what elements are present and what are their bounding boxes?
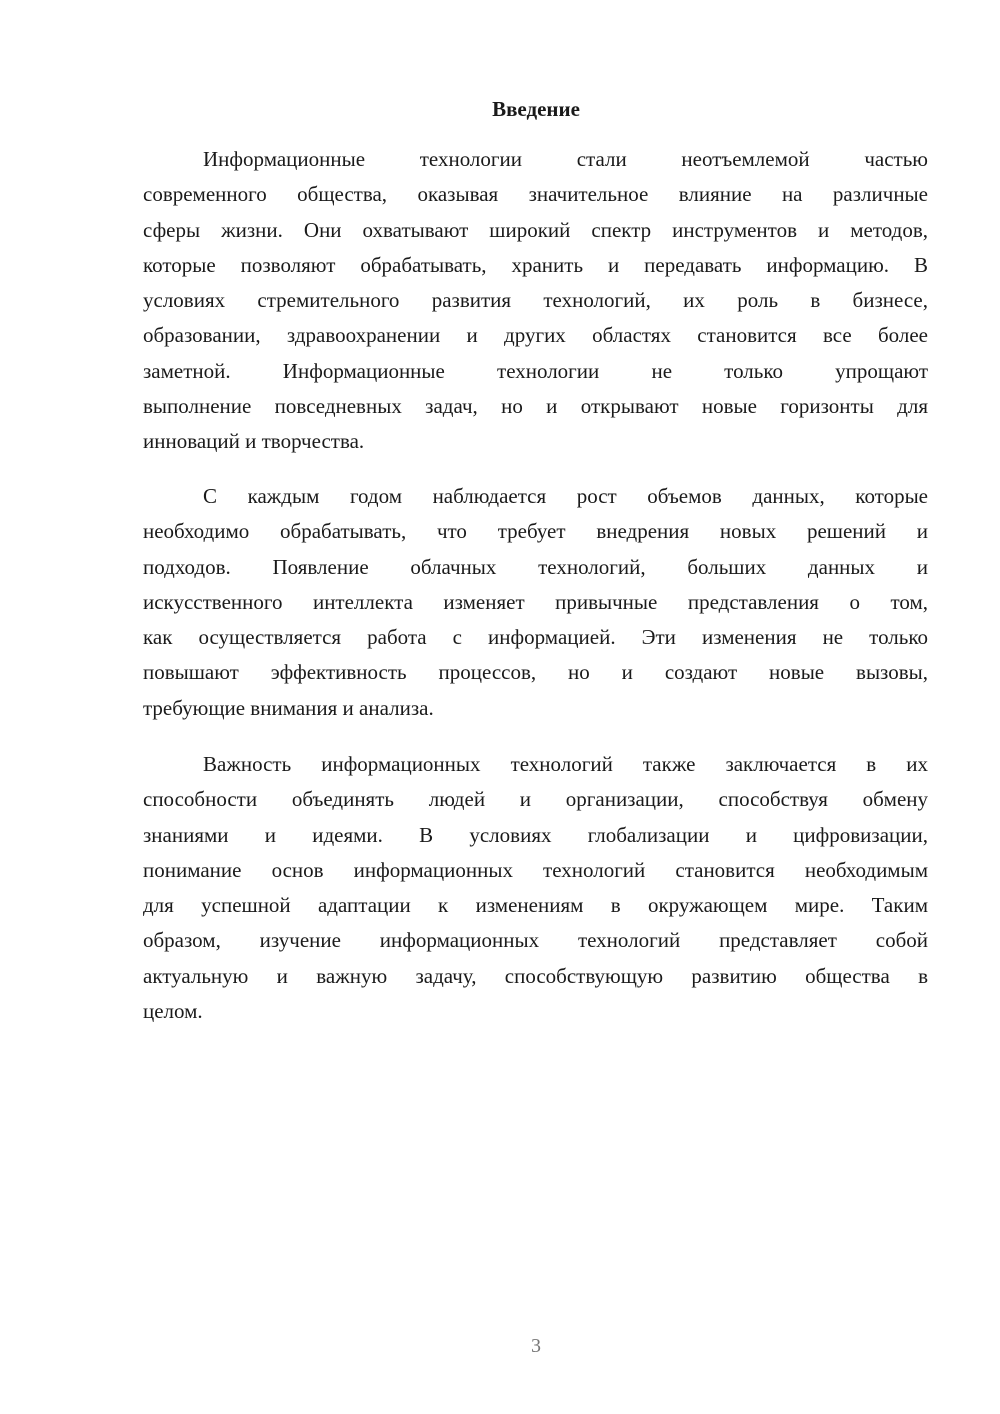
text-line: Важность информационных технологий также заключается в их xyxy=(203,752,928,776)
text-line: актуальную и важную задачу, способствующую развитию общества в xyxy=(143,963,928,988)
text-line: искусственного интеллекта изменяет привычные представления о том, xyxy=(143,589,928,614)
text-line: для успешной адаптации к изменениям в окружающем мире. Таким xyxy=(143,893,928,918)
paragraph-3 xyxy=(143,747,928,1029)
text-line: повышают эффективность процессов, но и создают новые вызовы, xyxy=(143,660,928,685)
text-line: современного общества, оказывая значительное влияние на различные xyxy=(143,182,928,207)
text-line: понимание основ информационных технологий становится необходимым xyxy=(143,857,928,882)
text-line: требующие внимания и анализа. xyxy=(143,695,434,720)
paragraph-1 xyxy=(143,142,928,460)
text-line: Информационные технологии стали неотъемлемой частью xyxy=(203,147,928,171)
section-title: Введение xyxy=(492,97,580,121)
text-line: выполнение повседневных задач, но и открывают новые горизонты для xyxy=(143,394,928,419)
text-line: условиях стремительного развития технологий, их роль в бизнесе, xyxy=(143,288,928,313)
text-line: которые позволяют обрабатывать, хранить и передавать информацию. В xyxy=(143,252,928,277)
text-line: необходимо обрабатывать, что требует внедрения новых решений и xyxy=(143,519,928,544)
text-line: как осуществляется работа с информацией. Эти изменения не только xyxy=(143,625,928,650)
text-line: целом. xyxy=(143,999,203,1024)
paragraph-2 xyxy=(143,479,928,726)
text-line: знаниями и идеями. В условиях глобализации и цифровизации, xyxy=(143,822,928,847)
text-line: заметной. Информационные технологии не только упрощают xyxy=(143,358,928,383)
page-number: 3 xyxy=(531,1335,541,1357)
text-line: образом, изучение информационных технологий представляет собой xyxy=(143,928,928,953)
text-line: инноваций и творчества. xyxy=(143,429,365,454)
text-line: подходов. Появление облачных технологий, больших данных и xyxy=(143,554,928,579)
text-line: сферы жизни. Они охватывают широкий спектр инструментов и методов, xyxy=(143,217,928,242)
text-line: способности объединять людей и организации, способствуя обмену xyxy=(143,787,928,812)
text-line: образовании, здравоохранении и других областях становится все более xyxy=(143,323,928,348)
text-line: С каждым годом наблюдается рост объемов данных, которые xyxy=(203,484,928,508)
